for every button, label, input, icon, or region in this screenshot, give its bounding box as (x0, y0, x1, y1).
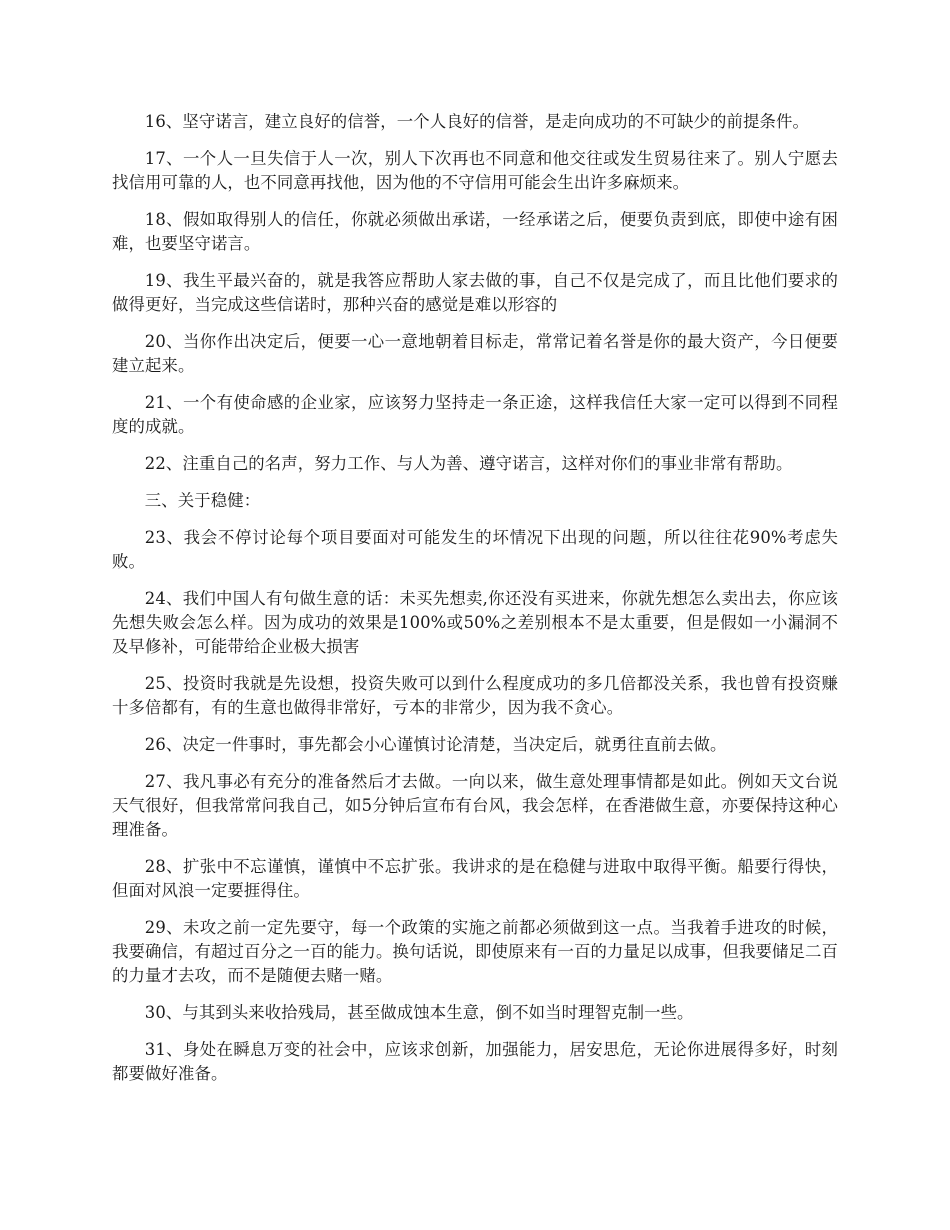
paragraph-24: 24、我们中国人有句做生意的话：未买先想卖,你还没有买进来，你就先想怎么卖出去，你应该先想失败会怎么样。因为成功的效果是100%或50%之差别根本不是太重要，但是假如一小漏洞不及早修补，可能带给企业极大损害 (112, 589, 838, 656)
paragraph-20: 20、当你作出决定后，便要一心一意地朝着目标走，常常记着名誉是你的最大资产，今日便要建立起来。 (112, 332, 838, 375)
paragraph-25: 25、投资时我就是先设想，投资失败可以到什么程度成功的多几倍都没关系，我也曾有投资赚十多倍都有，有的生意也做得非常好，亏本的非常少，因为我不贪心。 (112, 674, 838, 717)
paragraph-19: 19、我生平最兴奋的，就是我答应帮助人家去做的事，自己不仅是完成了，而且比他们要求的做得更好，当完成这些信诺时，那种兴奋的感觉是难以形容的 (112, 271, 838, 314)
paragraph-23: 23、我会不停讨论每个项目要面对可能发生的坏情况下出现的问题，所以往往花90%考虑失败。 (112, 528, 838, 571)
paragraph-27: 27、我凡事必有充分的准备然后才去做。一向以来，做生意处理事情都是如此。例如天文台说天气很好，但我常常问我自己，如5分钟后宣布有台风，我会怎样，在香港做生意，亦要保持这种心理准备。 (112, 772, 838, 839)
document-page (112, 110, 838, 1099)
paragraph-28: 28、扩张中不忘谨慎，谨慎中不忘扩张。我讲求的是在稳健与进取中取得平衡。船要行得快，但面对风浪一定要捱得住。 (112, 857, 838, 900)
paragraph-30: 30、与其到头来收拾残局，甚至做成蚀本生意，倒不如当时理智克制一些。 (144, 1003, 694, 1022)
paragraph-31: 31、身处在瞬息万变的社会中，应该求创新，加强能力，居安思危，无论你进展得多好，时刻都要做好准备。 (112, 1040, 838, 1083)
paragraph-21: 21、一个有使命感的企业家，应该努力坚持走一条正途，这样我信任大家一定可以得到不同程度的成就。 (112, 393, 838, 436)
paragraph-18: 18、假如取得别人的信任，你就必须做出承诺，一经承诺之后，便要负责到底，即使中途有困难，也要坚守诺言。 (112, 210, 838, 253)
section-heading-stability: 三、关于稳健： (144, 491, 261, 510)
paragraph-29: 29、未攻之前一定先要守，每一个政策的实施之前都必须做到这一点。当我着手进攻的时候，我要确信，有超过百分之一百的能力。换句话说，即使原来有一百的力量足以成事，但我要储足二百的力量才去攻，而不是随便去赌一赌。 (112, 918, 838, 985)
paragraph-26: 26、决定一件事时，事先都会小心谨慎讨论清楚，当决定后，就勇往直前去做。 (144, 735, 727, 754)
paragraph-16: 16、坚守诺言，建立良好的信誉，一个人良好的信誉，是走向成功的不可缺少的前提条件。 (144, 112, 809, 131)
paragraph-17: 17、一个人一旦失信于人一次，别人下次再也不同意和他交往或发生贸易往来了。别人宁愿去找信用可靠的人，也不同意再找他，因为他的不守信用可能会生出许多麻烦来。 (112, 149, 838, 192)
paragraph-22: 22、注重自己的名声，努力工作、与人为善、遵守诺言，这样对你们的事业非常有帮助。 (144, 454, 793, 473)
